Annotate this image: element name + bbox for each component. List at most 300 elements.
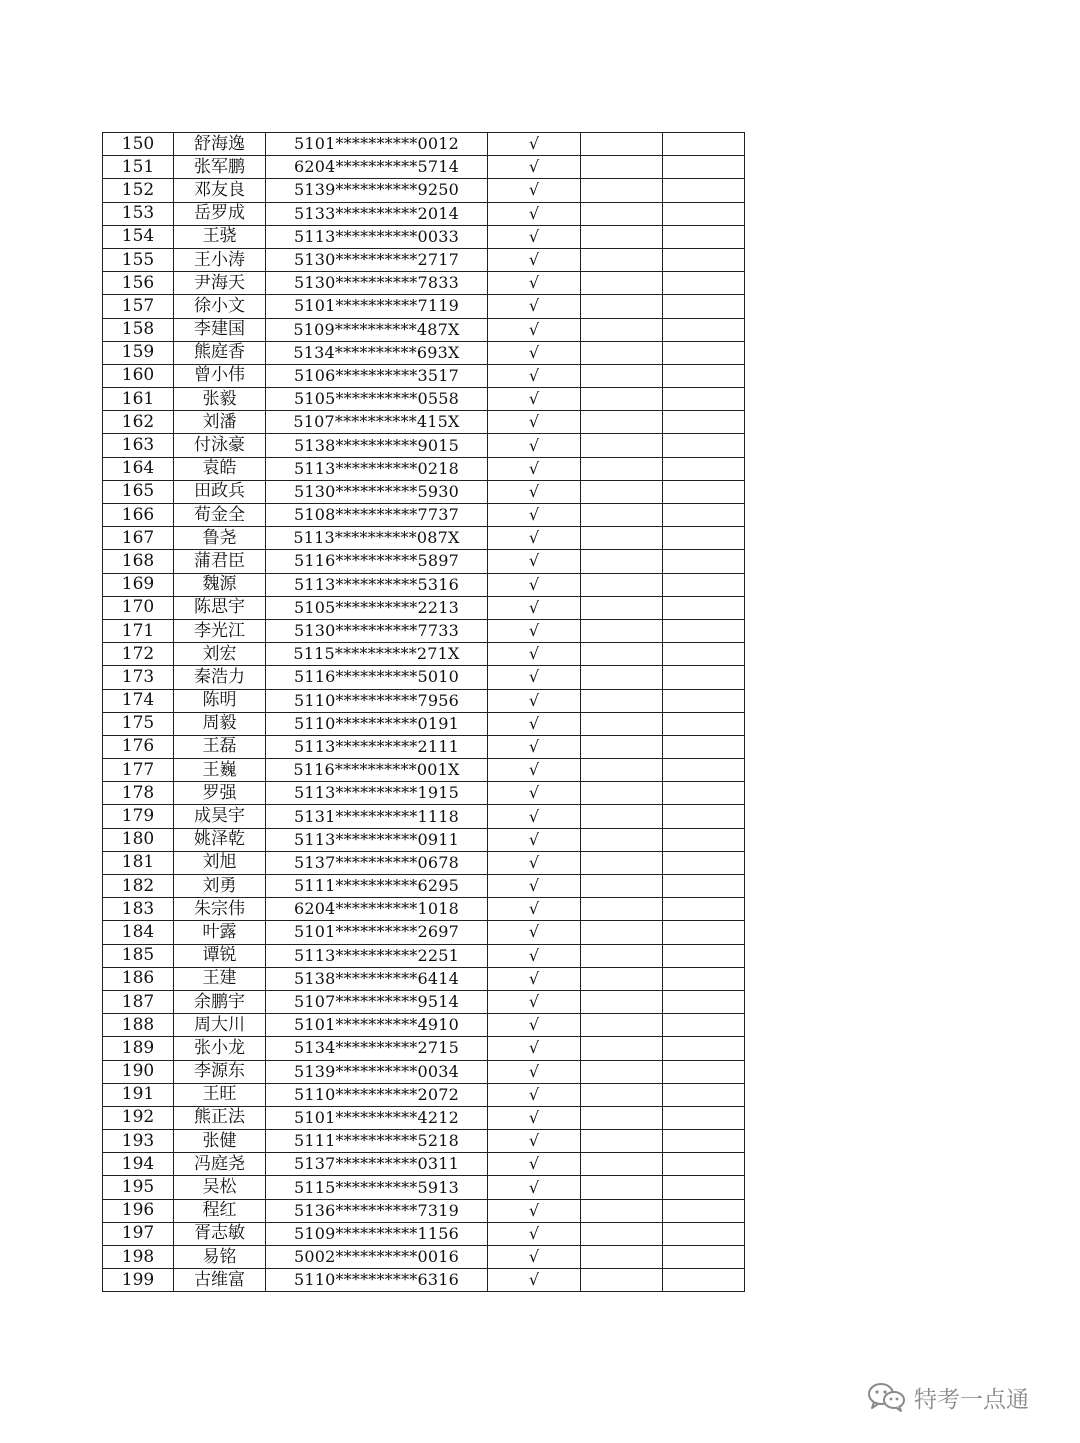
candidate-name: 曾小伟 — [174, 364, 266, 387]
candidate-name: 易铭 — [174, 1246, 266, 1269]
masked-id-number: 5110**********0191 — [266, 712, 488, 735]
empty-cell — [581, 364, 663, 387]
masked-id-number: 5113**********1915 — [266, 782, 488, 805]
candidate-name: 朱宗伟 — [174, 898, 266, 921]
check-mark: √ — [488, 643, 581, 666]
table-row — [103, 202, 745, 225]
candidate-name: 田政兵 — [174, 480, 266, 503]
table-row — [103, 1176, 745, 1199]
empty-cell — [663, 1130, 745, 1153]
empty-cell — [581, 944, 663, 967]
empty-cell — [581, 1176, 663, 1199]
row-number: 185 — [103, 944, 174, 967]
check-mark: √ — [488, 550, 581, 573]
masked-id-number: 5002**********0016 — [266, 1246, 488, 1269]
candidate-name: 刘宏 — [174, 643, 266, 666]
candidate-name: 荀金全 — [174, 504, 266, 527]
table-row — [103, 1083, 745, 1106]
empty-cell — [581, 550, 663, 573]
row-number: 196 — [103, 1199, 174, 1222]
empty-cell — [581, 990, 663, 1013]
check-mark: √ — [488, 364, 581, 387]
empty-cell — [581, 1060, 663, 1083]
empty-cell — [581, 1199, 663, 1222]
row-number: 184 — [103, 921, 174, 944]
empty-cell — [663, 1153, 745, 1176]
table-row — [103, 1106, 745, 1129]
row-number: 158 — [103, 318, 174, 341]
candidate-name: 张军鹏 — [174, 156, 266, 179]
check-mark: √ — [488, 1176, 581, 1199]
table-row — [103, 364, 745, 387]
row-number: 167 — [103, 527, 174, 550]
row-number: 198 — [103, 1246, 174, 1269]
empty-cell — [663, 875, 745, 898]
empty-cell — [663, 527, 745, 550]
row-number: 176 — [103, 735, 174, 758]
empty-cell — [581, 573, 663, 596]
row-number: 154 — [103, 225, 174, 248]
empty-cell — [663, 1199, 745, 1222]
empty-cell — [663, 272, 745, 295]
masked-id-number: 5111**********5218 — [266, 1130, 488, 1153]
candidate-name: 王磊 — [174, 735, 266, 758]
row-number: 194 — [103, 1153, 174, 1176]
empty-cell — [581, 248, 663, 271]
empty-cell — [581, 828, 663, 851]
row-number: 178 — [103, 782, 174, 805]
row-number: 169 — [103, 573, 174, 596]
table-row — [103, 550, 745, 573]
empty-cell — [663, 504, 745, 527]
masked-id-number: 5113**********087X — [266, 527, 488, 550]
empty-cell — [581, 179, 663, 202]
empty-cell — [663, 225, 745, 248]
check-mark: √ — [488, 1014, 581, 1037]
check-mark: √ — [488, 619, 581, 642]
empty-cell — [663, 712, 745, 735]
row-number: 165 — [103, 480, 174, 503]
empty-cell — [663, 643, 745, 666]
masked-id-number: 5131**********1118 — [266, 805, 488, 828]
candidate-name: 尹海天 — [174, 272, 266, 295]
empty-cell — [581, 156, 663, 179]
row-number: 156 — [103, 272, 174, 295]
empty-cell — [663, 828, 745, 851]
candidate-name: 陈明 — [174, 689, 266, 712]
masked-id-number: 5139**********9250 — [266, 179, 488, 202]
candidate-name: 谭锐 — [174, 944, 266, 967]
candidate-name: 罗强 — [174, 782, 266, 805]
empty-cell — [663, 1037, 745, 1060]
table-row — [103, 643, 745, 666]
empty-cell — [663, 434, 745, 457]
empty-cell — [581, 388, 663, 411]
empty-cell — [663, 480, 745, 503]
masked-id-number: 5106**********3517 — [266, 364, 488, 387]
masked-id-number: 5101**********4910 — [266, 1014, 488, 1037]
masked-id-number: 5130**********5930 — [266, 480, 488, 503]
empty-cell — [663, 666, 745, 689]
candidate-name: 熊庭香 — [174, 341, 266, 364]
empty-cell — [663, 457, 745, 480]
row-number: 159 — [103, 341, 174, 364]
masked-id-number: 5115**********271X — [266, 643, 488, 666]
row-number: 177 — [103, 759, 174, 782]
row-number: 190 — [103, 1060, 174, 1083]
table-row — [103, 898, 745, 921]
candidate-name: 叶露 — [174, 921, 266, 944]
table-row — [103, 388, 745, 411]
row-number: 195 — [103, 1176, 174, 1199]
candidate-name: 鲁尧 — [174, 527, 266, 550]
wechat-icon — [866, 1381, 906, 1413]
row-number: 192 — [103, 1106, 174, 1129]
candidate-name: 李源东 — [174, 1060, 266, 1083]
table-row — [103, 179, 745, 202]
check-mark: √ — [488, 1153, 581, 1176]
row-number: 157 — [103, 295, 174, 318]
empty-cell — [581, 225, 663, 248]
table-row — [103, 480, 745, 503]
empty-cell — [663, 295, 745, 318]
empty-cell — [581, 851, 663, 874]
candidate-name: 古维富 — [174, 1269, 266, 1292]
empty-cell — [581, 272, 663, 295]
empty-cell — [663, 248, 745, 271]
table-row — [103, 1037, 745, 1060]
empty-cell — [663, 411, 745, 434]
table-row — [103, 504, 745, 527]
empty-cell — [581, 666, 663, 689]
empty-cell — [663, 805, 745, 828]
masked-id-number: 5115**********5913 — [266, 1176, 488, 1199]
masked-id-number: 5137**********0678 — [266, 851, 488, 874]
masked-id-number: 5138**********6414 — [266, 967, 488, 990]
masked-id-number: 5101**********2697 — [266, 921, 488, 944]
masked-id-number: 5101**********7119 — [266, 295, 488, 318]
check-mark: √ — [488, 898, 581, 921]
check-mark: √ — [488, 967, 581, 990]
check-mark: √ — [488, 388, 581, 411]
candidate-name: 李光江 — [174, 619, 266, 642]
check-mark: √ — [488, 457, 581, 480]
check-mark: √ — [488, 596, 581, 619]
empty-cell — [663, 388, 745, 411]
empty-cell — [581, 1106, 663, 1129]
candidate-name: 袁皓 — [174, 457, 266, 480]
masked-id-number: 5113**********0218 — [266, 457, 488, 480]
empty-cell — [581, 712, 663, 735]
empty-cell — [663, 573, 745, 596]
row-number: 151 — [103, 156, 174, 179]
candidate-name: 王建 — [174, 967, 266, 990]
check-mark: √ — [488, 156, 581, 179]
check-mark: √ — [488, 527, 581, 550]
table-row — [103, 318, 745, 341]
empty-cell — [663, 1060, 745, 1083]
row-number: 179 — [103, 805, 174, 828]
row-number: 166 — [103, 504, 174, 527]
empty-cell — [581, 202, 663, 225]
empty-cell — [581, 504, 663, 527]
check-mark: √ — [488, 1083, 581, 1106]
check-mark: √ — [488, 411, 581, 434]
check-mark: √ — [488, 318, 581, 341]
empty-cell — [581, 1269, 663, 1292]
row-number: 187 — [103, 990, 174, 1013]
table-row — [103, 805, 745, 828]
check-mark: √ — [488, 434, 581, 457]
table-row — [103, 225, 745, 248]
check-mark: √ — [488, 712, 581, 735]
row-number: 182 — [103, 875, 174, 898]
row-number: 163 — [103, 434, 174, 457]
table-row — [103, 1014, 745, 1037]
check-mark: √ — [488, 248, 581, 271]
empty-cell — [581, 805, 663, 828]
table-row — [103, 341, 745, 364]
table-row — [103, 666, 745, 689]
check-mark: √ — [488, 202, 581, 225]
check-mark: √ — [488, 990, 581, 1013]
empty-cell — [663, 179, 745, 202]
row-number: 170 — [103, 596, 174, 619]
empty-cell — [663, 364, 745, 387]
masked-id-number: 5138**********9015 — [266, 434, 488, 457]
table-row — [103, 967, 745, 990]
candidate-name: 吴松 — [174, 1176, 266, 1199]
check-mark: √ — [488, 504, 581, 527]
candidate-name: 余鹏宇 — [174, 990, 266, 1013]
table-row — [103, 272, 745, 295]
masked-id-number: 5134**********693X — [266, 341, 488, 364]
table-row — [103, 921, 745, 944]
empty-cell — [663, 851, 745, 874]
empty-cell — [581, 689, 663, 712]
table-row — [103, 1153, 745, 1176]
candidate-name: 李建国 — [174, 318, 266, 341]
row-number: 186 — [103, 967, 174, 990]
masked-id-number: 5139**********0034 — [266, 1060, 488, 1083]
empty-cell — [581, 318, 663, 341]
empty-cell — [581, 341, 663, 364]
check-mark: √ — [488, 1106, 581, 1129]
table-row — [103, 527, 745, 550]
masked-id-number: 5105**********2213 — [266, 596, 488, 619]
empty-cell — [663, 1176, 745, 1199]
row-number: 171 — [103, 619, 174, 642]
candidate-table — [102, 132, 745, 1292]
table-row — [103, 782, 745, 805]
check-mark: √ — [488, 272, 581, 295]
row-number: 161 — [103, 388, 174, 411]
check-mark: √ — [488, 759, 581, 782]
empty-cell — [581, 1014, 663, 1037]
table-row — [103, 851, 745, 874]
masked-id-number: 5116**********5010 — [266, 666, 488, 689]
candidate-name: 程红 — [174, 1199, 266, 1222]
masked-id-number: 5130**********7833 — [266, 272, 488, 295]
row-number: 168 — [103, 550, 174, 573]
check-mark: √ — [488, 295, 581, 318]
check-mark: √ — [488, 179, 581, 202]
masked-id-number: 5101**********4212 — [266, 1106, 488, 1129]
row-number: 164 — [103, 457, 174, 480]
empty-cell — [663, 735, 745, 758]
candidate-name: 舒海逸 — [174, 133, 266, 156]
row-number: 175 — [103, 712, 174, 735]
empty-cell — [581, 1083, 663, 1106]
check-mark: √ — [488, 944, 581, 967]
empty-cell — [663, 921, 745, 944]
table-row — [103, 295, 745, 318]
check-mark: √ — [488, 1246, 581, 1269]
empty-cell — [581, 782, 663, 805]
masked-id-number: 5109**********1156 — [266, 1222, 488, 1245]
empty-cell — [663, 1246, 745, 1269]
candidate-name: 王巍 — [174, 759, 266, 782]
masked-id-number: 5107**********415X — [266, 411, 488, 434]
row-number: 153 — [103, 202, 174, 225]
candidate-name: 秦浩力 — [174, 666, 266, 689]
table-row — [103, 1130, 745, 1153]
check-mark: √ — [488, 1130, 581, 1153]
candidate-name: 熊正法 — [174, 1106, 266, 1129]
table-row — [103, 411, 745, 434]
row-number: 173 — [103, 666, 174, 689]
masked-id-number: 5136**********7319 — [266, 1199, 488, 1222]
empty-cell — [663, 782, 745, 805]
row-number: 180 — [103, 828, 174, 851]
check-mark: √ — [488, 875, 581, 898]
table-row — [103, 1199, 745, 1222]
table-row — [103, 944, 745, 967]
check-mark: √ — [488, 1037, 581, 1060]
empty-cell — [663, 944, 745, 967]
empty-cell — [581, 434, 663, 457]
row-number: 162 — [103, 411, 174, 434]
candidate-name: 张健 — [174, 1130, 266, 1153]
empty-cell — [663, 967, 745, 990]
masked-id-number: 5116**********5897 — [266, 550, 488, 573]
masked-id-number: 6204**********1018 — [266, 898, 488, 921]
candidate-name: 刘旭 — [174, 851, 266, 874]
row-number: 197 — [103, 1222, 174, 1245]
row-number: 183 — [103, 898, 174, 921]
check-mark: √ — [488, 225, 581, 248]
table-row — [103, 1246, 745, 1269]
masked-id-number: 5105**********0558 — [266, 388, 488, 411]
table-row — [103, 875, 745, 898]
candidate-name: 冯庭尧 — [174, 1153, 266, 1176]
empty-cell — [581, 411, 663, 434]
empty-cell — [663, 898, 745, 921]
masked-id-number: 5110**********2072 — [266, 1083, 488, 1106]
empty-cell — [581, 133, 663, 156]
candidate-name: 刘勇 — [174, 875, 266, 898]
table-row — [103, 689, 745, 712]
empty-cell — [663, 318, 745, 341]
empty-cell — [581, 596, 663, 619]
check-mark: √ — [488, 133, 581, 156]
table-row — [103, 457, 745, 480]
check-mark: √ — [488, 480, 581, 503]
table-row — [103, 828, 745, 851]
empty-cell — [663, 1106, 745, 1129]
masked-id-number: 5109**********487X — [266, 318, 488, 341]
masked-id-number: 5101**********0012 — [266, 133, 488, 156]
masked-id-number: 5130**********2717 — [266, 248, 488, 271]
empty-cell — [663, 1269, 745, 1292]
table-row — [103, 434, 745, 457]
check-mark: √ — [488, 921, 581, 944]
candidate-name: 张毅 — [174, 388, 266, 411]
masked-id-number: 5137**********0311 — [266, 1153, 488, 1176]
empty-cell — [663, 156, 745, 179]
candidate-name: 周大川 — [174, 1014, 266, 1037]
empty-cell — [581, 1037, 663, 1060]
empty-cell — [581, 1153, 663, 1176]
empty-cell — [581, 921, 663, 944]
row-number: 150 — [103, 133, 174, 156]
candidate-name: 张小龙 — [174, 1037, 266, 1060]
empty-cell — [581, 875, 663, 898]
table-row — [103, 619, 745, 642]
table-row — [103, 1269, 745, 1292]
empty-cell — [581, 643, 663, 666]
empty-cell — [581, 527, 663, 550]
check-mark: √ — [488, 689, 581, 712]
masked-id-number: 5113**********2111 — [266, 735, 488, 758]
empty-cell — [581, 1130, 663, 1153]
masked-id-number: 5110**********6316 — [266, 1269, 488, 1292]
check-mark: √ — [488, 1269, 581, 1292]
empty-cell — [663, 596, 745, 619]
row-number: 189 — [103, 1037, 174, 1060]
table-row — [103, 156, 745, 179]
empty-cell — [663, 759, 745, 782]
empty-cell — [581, 967, 663, 990]
table-body — [103, 133, 745, 1292]
check-mark: √ — [488, 1222, 581, 1245]
empty-cell — [581, 457, 663, 480]
row-number: 188 — [103, 1014, 174, 1037]
empty-cell — [581, 1222, 663, 1245]
candidate-name: 姚泽乾 — [174, 828, 266, 851]
table-row — [103, 573, 745, 596]
empty-cell — [663, 133, 745, 156]
masked-id-number: 5113**********0033 — [266, 225, 488, 248]
watermark-text: 特考一点通 — [914, 1386, 1029, 1413]
table-row — [103, 248, 745, 271]
check-mark: √ — [488, 1199, 581, 1222]
row-number: 199 — [103, 1269, 174, 1292]
candidate-name: 徐小文 — [174, 295, 266, 318]
empty-cell — [663, 341, 745, 364]
masked-id-number: 5133**********2014 — [266, 202, 488, 225]
row-number: 155 — [103, 248, 174, 271]
masked-id-number: 5113**********5316 — [266, 573, 488, 596]
masked-id-number: 5130**********7733 — [266, 619, 488, 642]
check-mark: √ — [488, 666, 581, 689]
empty-cell — [663, 619, 745, 642]
empty-cell — [581, 480, 663, 503]
check-mark: √ — [488, 341, 581, 364]
masked-id-number: 5116**********001X — [266, 759, 488, 782]
check-mark: √ — [488, 782, 581, 805]
table-row — [103, 759, 745, 782]
